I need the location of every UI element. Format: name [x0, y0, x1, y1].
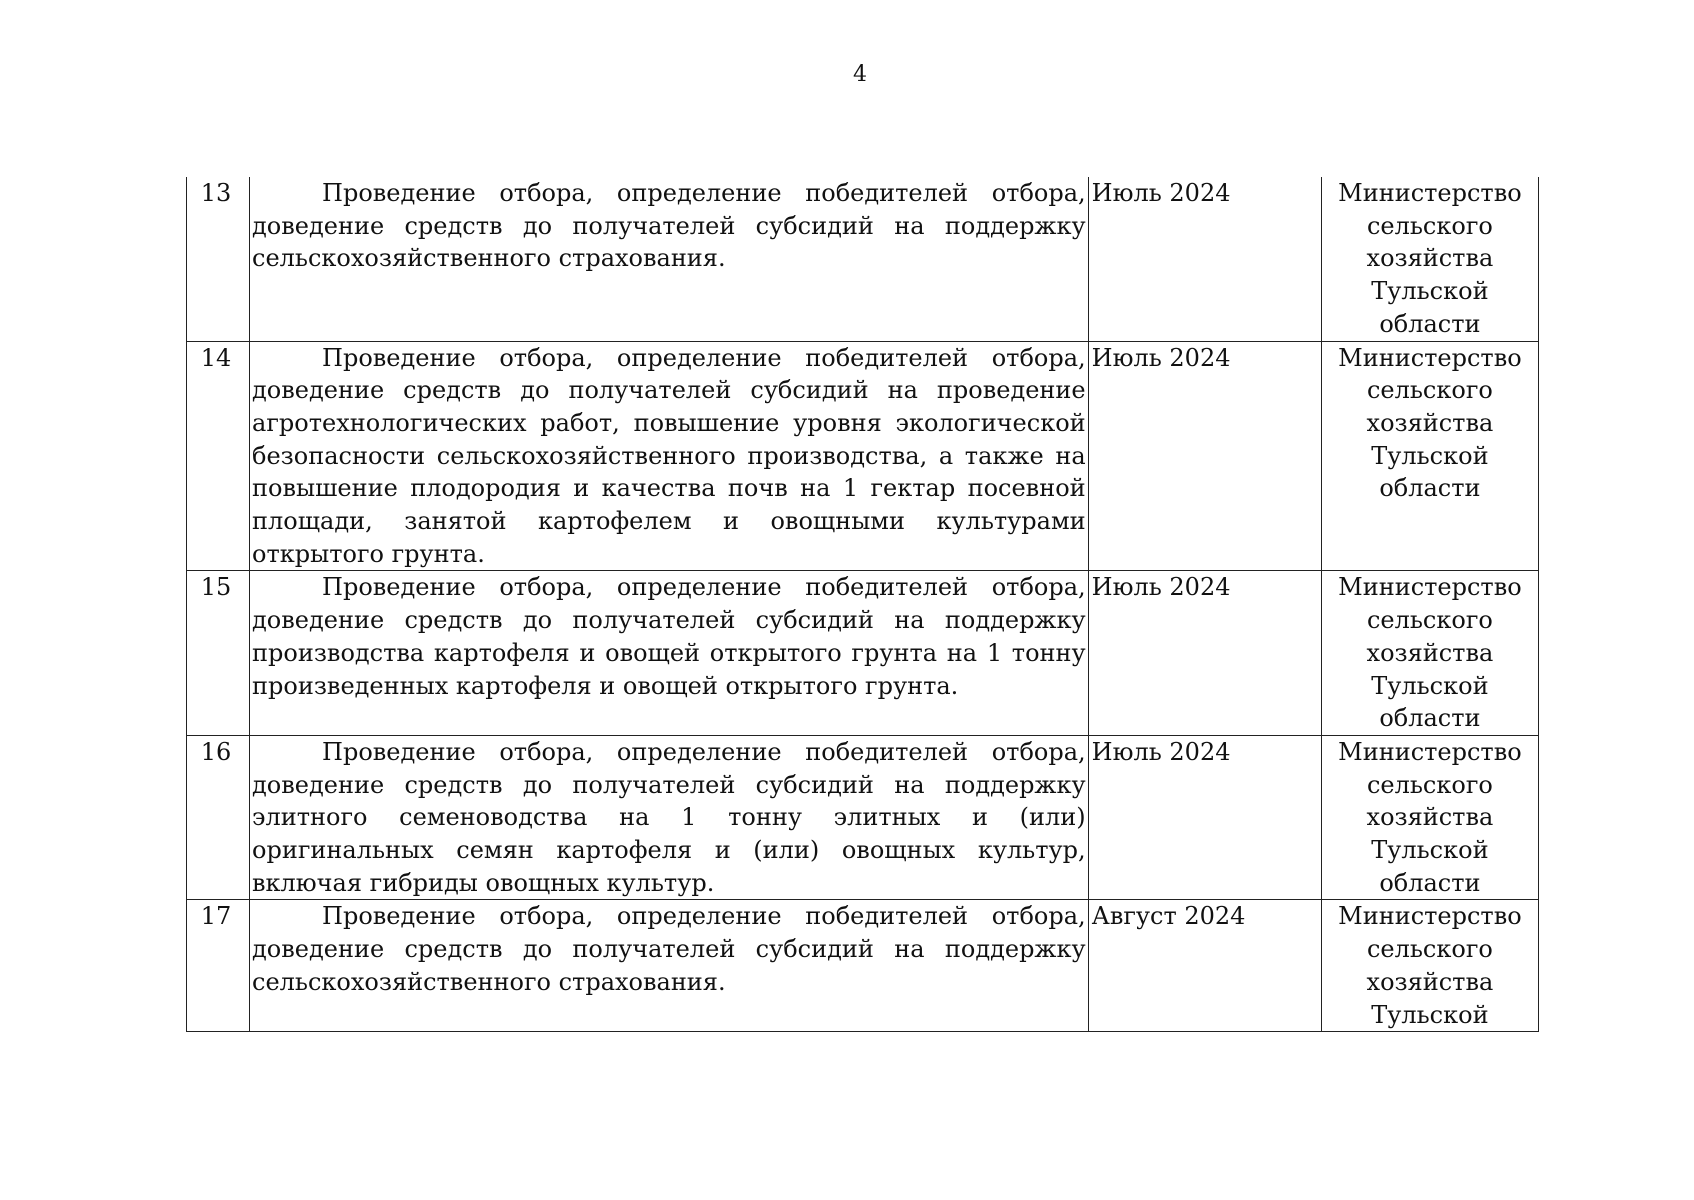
org-line: Тульской	[1371, 277, 1489, 306]
activities-table	[186, 177, 1539, 1032]
row-description-text: Проведение отбора, определение победителей отбора, доведение средств до получателей субсидий на поддержку производства картофеля и овощей открытого грунта на 1 тонну произведенных картофеля и овощей открытого грунта.	[252, 573, 1086, 700]
row-number: 14	[187, 341, 250, 571]
org-line: сельского	[1366, 376, 1493, 405]
row-organization	[1321, 735, 1538, 900]
row-number: 13	[187, 177, 250, 341]
row-description	[250, 341, 1089, 571]
row-description	[250, 571, 1089, 736]
row-number: 15	[187, 571, 250, 736]
row-number: 17	[187, 900, 250, 1032]
row-date: Июль 2024	[1088, 571, 1321, 736]
table-row	[187, 341, 1539, 571]
row-description	[250, 177, 1089, 341]
row-date: Июль 2024	[1088, 735, 1321, 900]
table-row	[187, 571, 1539, 736]
row-date: Июль 2024	[1088, 341, 1321, 571]
org-line: области	[1379, 474, 1481, 503]
org-line: сельского	[1366, 606, 1493, 635]
org-line: сельского	[1366, 770, 1493, 799]
row-description-text: Проведение отбора, определение победителей отбора, доведение средств до получателей субсидий на поддержку элитного семеноводства на 1 тонну элитных и (или) оригинальных семян картофеля и (или) овощных культур, включая гибриды овощных культур.	[252, 737, 1086, 897]
row-number: 16	[187, 735, 250, 900]
row-description-text: Проведение отбора, определение победителей отбора, доведение средств до получателей субсидий на поддержку сельскохозяйственного страхования.	[252, 902, 1086, 996]
org-line: сельского	[1366, 935, 1493, 964]
row-organization	[1321, 571, 1538, 736]
table-row	[187, 900, 1539, 1032]
org-line: Тульской	[1371, 836, 1489, 865]
org-line: хозяйства	[1366, 408, 1494, 437]
org-line: сельского	[1366, 211, 1493, 240]
row-organization	[1321, 177, 1538, 341]
org-line: Министерство	[1338, 343, 1522, 372]
row-organization	[1321, 900, 1538, 1032]
org-line: Министерство	[1338, 737, 1522, 766]
org-line: хозяйства	[1366, 244, 1494, 273]
org-line: области	[1379, 868, 1481, 897]
org-line: Тульской	[1371, 1000, 1489, 1029]
org-line: хозяйства	[1366, 803, 1494, 832]
org-line: Министерство	[1338, 902, 1522, 931]
table-row	[187, 735, 1539, 900]
row-description	[250, 735, 1089, 900]
org-line: области	[1379, 704, 1481, 733]
org-line: Тульской	[1371, 671, 1489, 700]
org-line: хозяйства	[1366, 638, 1494, 667]
row-date: Июль 2024	[1088, 177, 1321, 341]
row-date: Август 2024	[1088, 900, 1321, 1032]
table-row	[187, 177, 1539, 341]
org-line: хозяйства	[1366, 967, 1494, 996]
org-line: Министерство	[1338, 179, 1522, 207]
page-number: 4	[853, 62, 867, 87]
row-description	[250, 900, 1089, 1032]
row-description-text: Проведение отбора, определение победителей отбора, доведение средств до получателей субсидий на поддержку сельскохозяйственного страхования.	[252, 179, 1086, 273]
org-line: Тульской	[1371, 441, 1489, 470]
row-organization	[1321, 341, 1538, 571]
org-line: области	[1379, 309, 1481, 338]
org-line: Министерство	[1338, 573, 1522, 602]
row-description-text: Проведение отбора, определение победителей отбора, доведение средств до получателей субсидий на проведение агротехнологических работ, повышение уровня экологической безопасности сельскохозяйственного производства, а также на повышение плодородия и качества почв на 1 гектар посевной площади, занятой картофелем и овощными культурами открытого грунта.	[252, 343, 1086, 568]
